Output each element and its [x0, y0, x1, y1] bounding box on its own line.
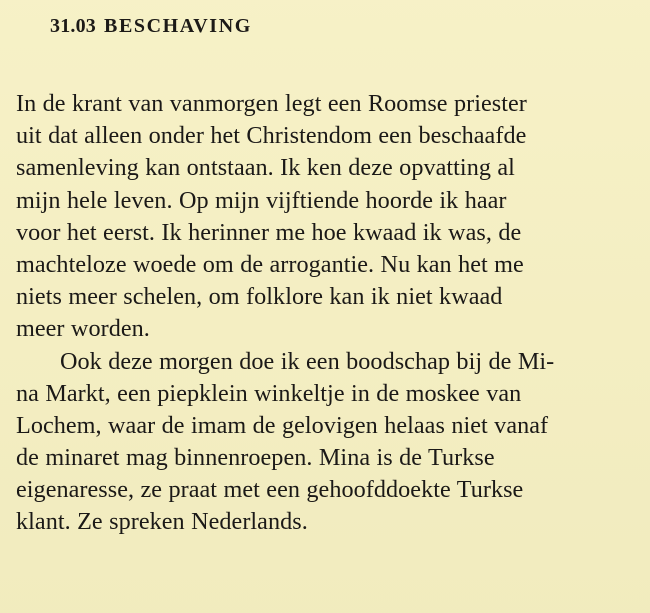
section-number: 31.03 [50, 15, 96, 37]
text-line: In de krant van vanmorgen legt een Roomse priester [16, 90, 527, 117]
section-title: BESCHAVING [104, 15, 252, 37]
text-line: Lochem, waar de imam de gelovigen helaas niet vanaf [16, 411, 549, 439]
text-line: klant. Ze spreken Nederlands. [16, 508, 308, 536]
text-line: uit dat alleen onder het Christendom een beschaafde [16, 122, 527, 150]
section-header [50, 15, 252, 45]
text-line: niets meer schelen, om folklore kan ik niet kwaad [16, 283, 503, 311]
text-line: meer worden. [16, 315, 150, 343]
body-text [16, 88, 636, 539]
text-line: Ook deze morgen doe ik een boodschap bij de Mi- [60, 347, 555, 375]
text-line: na Markt, een piepklein winkeltje in de moskee van [16, 379, 522, 407]
text-line: voor het eerst. Ik herinner me hoe kwaad ik was, de [16, 218, 522, 246]
text-line: mijn hele leven. Op mijn vijftiende hoorde ik haar [16, 186, 507, 214]
text-line: de minaret mag binnenroepen. Mina is de Turkse [16, 444, 495, 472]
text-line: eigenaresse, ze praat met een gehoofddoekte Turkse [16, 476, 524, 504]
text-line: samenleving kan ontstaan. Ik ken deze opvatting al [16, 154, 515, 182]
text-line: machteloze woede om de arrogantie. Nu kan het me [16, 250, 524, 278]
